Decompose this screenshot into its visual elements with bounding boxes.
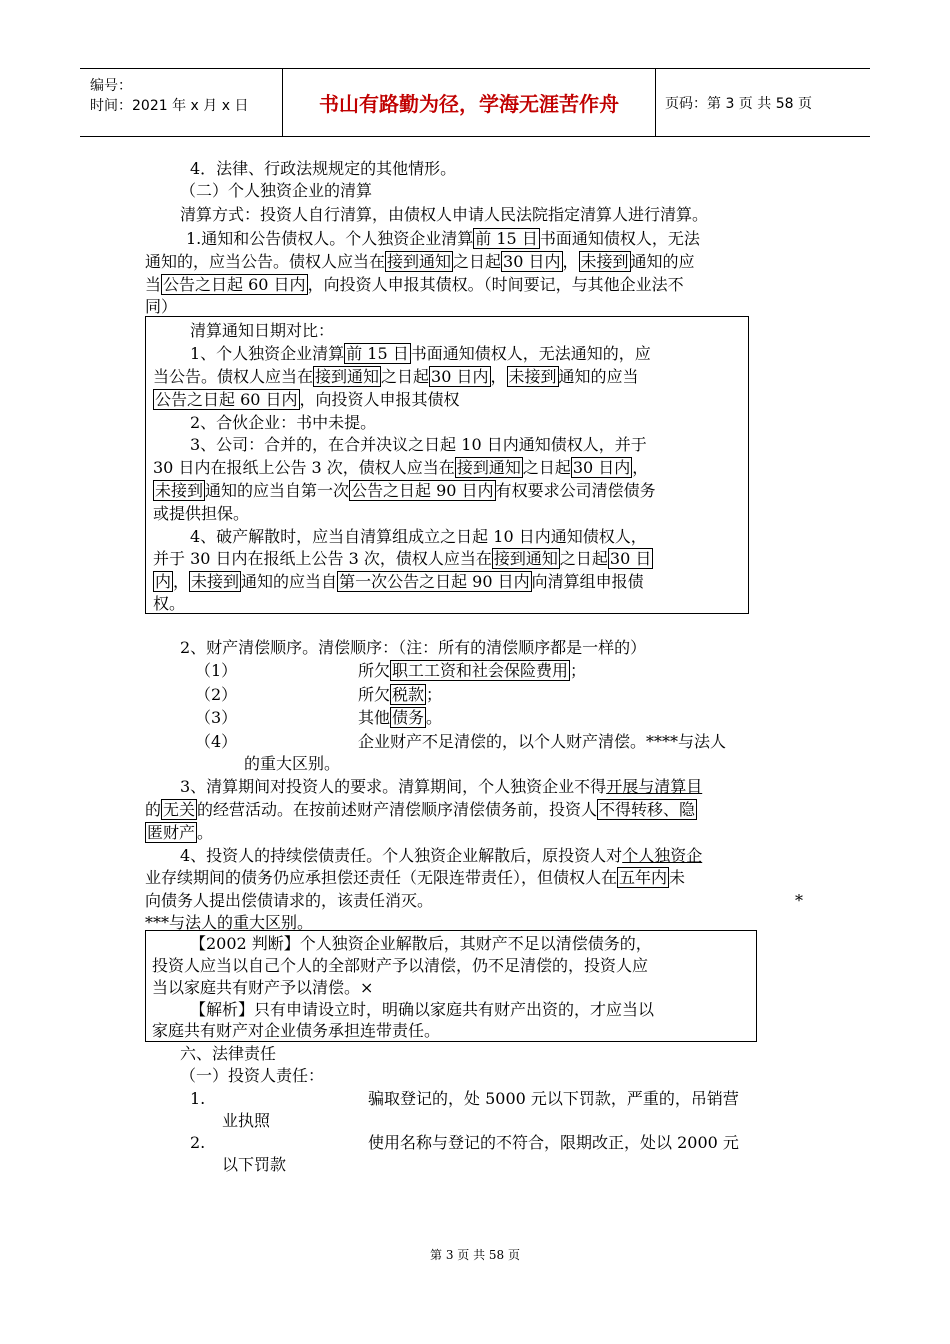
text-line: 4．法律、行政法规规定的其他情形。 [190, 159, 457, 178]
box-line: 或提供担保。 [153, 504, 250, 523]
list-item: 以下罚款 [222, 1155, 287, 1174]
box-line: 4、破产解散时，应当自清算组成立之日起 10 日内通知债权人， [190, 527, 647, 546]
list-number: （3） [195, 708, 238, 727]
box-line: 并于 30 日内在报纸上公告 3 次，债权人应当在 接到通知 之日起 30 日 [153, 549, 652, 568]
list-item: 的重大区别。 [244, 754, 341, 773]
text-line: 匿财产 。 [147, 823, 214, 842]
doc-number: 编号： [90, 78, 132, 94]
text-line: 2、财产清偿顺序。清偿顺序：（注：所有的清偿顺序都是一样的） [180, 638, 647, 657]
list-item: 其他 债务 。 [358, 708, 443, 727]
list-number: 1. [190, 1089, 206, 1108]
list-number: 2. [190, 1133, 206, 1152]
box-line: 当公告。债权人应当在 接到通知 之日起 30 日内 ， 未接到 通知的应当 [153, 367, 639, 386]
list-item: 企业财产不足清偿的，以个人财产清偿。****与法人 [358, 732, 727, 751]
text-line: 业存续期间的债务仍应承担偿还责任（无限连带责任），但债权人在 五年内 未 [145, 868, 686, 887]
list-item: 所欠 职工工资和社会保险费用 ； [358, 661, 587, 680]
section-heading: 六、法律责任 [180, 1044, 277, 1063]
box-line: 【2002 判断】个人独资企业解散后，其财产不足以清偿债务的， [190, 934, 652, 953]
text-line: 清算方式：投资人自行清算，由债权人申请人民法院指定清算人进行清算。 [180, 205, 709, 224]
text-line: 通知的，应当公告。债权人应当在 接到通知 之日起 30 日内 ， 未接到 通知的应 [145, 252, 695, 271]
text-line: 4、投资人的持续偿债责任。个人独资企业解散后，原投资人对个人独资企 [180, 846, 703, 865]
box-line: 未接到 通知的应当自第一次 公告之日起 90 日内 有权要求公司清偿债务 [155, 481, 656, 500]
box-line: 1、个人独资企业清算 前 15 日 书面通知债权人，无法通知的，应 [190, 344, 651, 363]
text-line: 3、清算期间对投资人的要求。清算期间，个人独资企业不得开展与清算目 [180, 777, 703, 796]
box-line: 【解析】只有申请设立时，明确以家庭共有财产出资的，才应当以 [190, 1000, 655, 1019]
text-line: * [795, 891, 803, 910]
box-line: 权。 [153, 594, 186, 613]
header-page-info: 页码：第 3 页 共 58 页 [665, 96, 812, 112]
list-number: （1） [195, 661, 238, 680]
box-line: 2、合伙企业：书中未提。 [190, 413, 377, 432]
text-line: 同） [145, 297, 178, 316]
list-item: 所欠 税款 ； [358, 685, 443, 704]
header-meta [80, 69, 283, 136]
list-item: 骗取登记的，处 5000 元以下罚款，严重的，吊销营 [368, 1089, 739, 1108]
section-heading: （一）投资人责任： [180, 1066, 325, 1085]
header-motto: 书山有路勤为径，学海无涯苦作舟 [283, 69, 656, 136]
list-number: （2） [195, 685, 238, 704]
box-line: 公告之日起 60 日内 ，向投资人申报其债权 [155, 390, 460, 409]
page-footer: 第 3 页 共 58 页 [430, 1248, 520, 1262]
doc-date: 时间：2021 年 x 月 x 日 [90, 98, 249, 114]
text-line: 的 无关 的经营活动。在按前述财产清偿顺序清偿债务前，投资人 不得转移、隐 [145, 800, 696, 819]
list-item: 业执照 [222, 1111, 271, 1130]
text-line: 向债务人提出偿债请求的，该责任消灭。 [145, 891, 434, 910]
box-title: 清算通知日期对比： [190, 321, 335, 340]
page-header [80, 68, 870, 137]
text-line: 1.通知和公告债权人。个人独资企业清算 前 15 日 书面通知债权人，无法 [186, 229, 700, 248]
text-line: 当 公告之日起 60 日内 ，向投资人申报其债权。（时间要记，与其他企业法不 [145, 275, 684, 294]
box-line: 3、公司：合并的，在合并决议之日起 10 日内通知债权人，并于 [190, 435, 647, 454]
box-line: 当以家庭共有财产予以清偿。× [152, 978, 374, 997]
list-item: 使用名称与登记的不符合，限期改正，处以 2000 元 [368, 1133, 739, 1152]
list-number: （4） [195, 732, 238, 751]
box-line: 家庭共有财产对企业债务承担连带责任。 [152, 1021, 441, 1040]
box-line: 内 ， 未接到 通知的应当自 第一次公告之日起 90 日内 向清算组申报债 [155, 572, 644, 591]
box-line: 30 日内在报纸上公告 3 次，债权人应当在 接到通知 之日起 30 日内 ， [153, 458, 649, 477]
section-heading: （二）个人独资企业的清算 [180, 181, 373, 200]
text-line: ***与法人的重大区别。 [145, 913, 314, 932]
box-line: 投资人应当以自己个人的全部财产予以清偿，仍不足清偿的，投资人应 [152, 956, 649, 975]
